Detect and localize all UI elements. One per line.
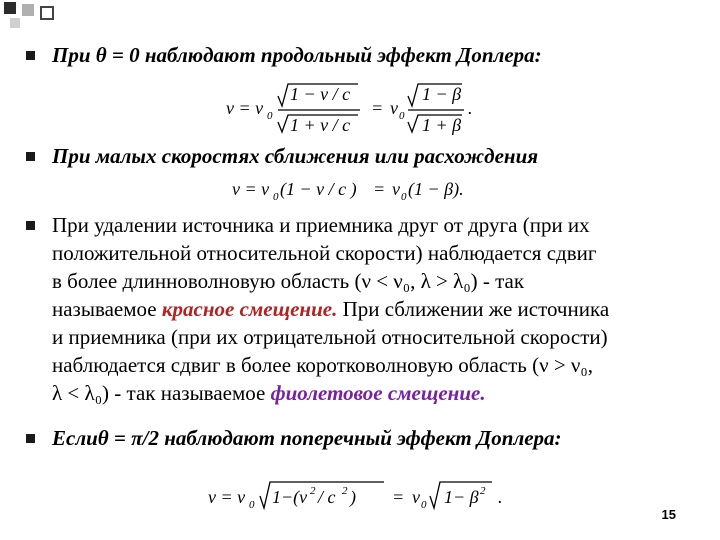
svg-text:2: 2 xyxy=(310,485,316,497)
svg-text:ν: ν xyxy=(412,487,420,507)
paragraph-line-3: в более длинноволновую область (ν < ν₀, λ > λ₀) - так xyxy=(52,269,525,293)
red-shift-term: красное смещение. xyxy=(161,297,338,321)
svg-text:(1 − β).: (1 − β). xyxy=(408,179,464,199)
svg-text:1 − v / c: 1 − v / c xyxy=(290,84,351,104)
svg-text:=: = xyxy=(392,487,405,507)
paragraph-text: λ < λ₀) - так называемое xyxy=(52,381,271,405)
svg-text:0: 0 xyxy=(399,110,405,122)
svg-text:2: 2 xyxy=(480,485,486,497)
svg-text:/ c: / c xyxy=(318,487,336,507)
svg-text:=: = xyxy=(373,179,386,199)
svg-text:.: . xyxy=(468,98,473,118)
svg-text:0: 0 xyxy=(249,499,255,511)
decorative-squares xyxy=(0,0,60,30)
svg-text:1− β: 1− β xyxy=(444,487,479,507)
bullet-marker xyxy=(26,221,35,230)
svg-text:(1 − v / c ): (1 − v / c ) xyxy=(280,179,357,199)
svg-text:0: 0 xyxy=(401,191,407,203)
svg-text:1 + v / c: 1 + v / c xyxy=(290,115,351,135)
bullet-marker xyxy=(26,152,35,161)
bullet-text-transverse: Еслиθ = π/2 наблюдают поперечный эффект Доплера: xyxy=(52,426,562,450)
svg-text:=: = xyxy=(371,98,384,118)
bullet-marker xyxy=(26,51,35,60)
svg-text:2: 2 xyxy=(342,485,348,497)
svg-text:.: . xyxy=(498,487,503,507)
svg-text:1 + β: 1 + β xyxy=(422,115,462,135)
svg-text:ν: ν xyxy=(390,98,398,118)
violet-shift-term: фиолетовое смещение. xyxy=(270,381,486,405)
svg-text:1−(v: 1−(v xyxy=(272,487,308,507)
svg-text:): ) xyxy=(350,487,356,507)
paragraph-line-6: наблюдается сдвиг в более коротковолновую область (ν > ν₀, xyxy=(52,353,593,377)
paragraph-line-2: положительной относительной скорости) наблюдается сдвиг xyxy=(52,241,597,265)
paragraph-line-4 xyxy=(52,296,609,323)
svg-text:1 − β: 1 − β xyxy=(422,84,462,104)
bullet-marker xyxy=(26,434,35,443)
svg-text:0: 0 xyxy=(421,499,427,511)
paragraph-text: называемое xyxy=(52,297,162,321)
svg-text:ν = ν: ν = ν xyxy=(208,487,246,507)
bullet-text-small-speeds: При малых скоростях сближения или расхождения xyxy=(52,144,539,168)
svg-text:ν = ν: ν = ν xyxy=(226,98,264,118)
paragraph-line-5: и приемника (при их отрицательной относительной скорости) xyxy=(52,325,608,349)
paragraph-text: При сближении же источника xyxy=(337,297,610,321)
formula-longitudinal xyxy=(226,78,506,138)
svg-text:0: 0 xyxy=(267,110,273,122)
paragraph-line-7 xyxy=(52,380,486,407)
paragraph-line-1: При удалении источника и приемника друг от друга (при их xyxy=(52,213,590,237)
svg-text:ν: ν xyxy=(392,179,400,199)
formula-small-speeds xyxy=(232,178,502,202)
svg-text:0: 0 xyxy=(273,191,279,203)
svg-text:ν = ν: ν = ν xyxy=(232,179,270,199)
page-number: 15 xyxy=(661,507,676,522)
formula-transverse xyxy=(208,476,518,516)
bullet-text-longitudinal: При θ = 0 наблюдают продольный эффект Доплера: xyxy=(52,43,542,67)
